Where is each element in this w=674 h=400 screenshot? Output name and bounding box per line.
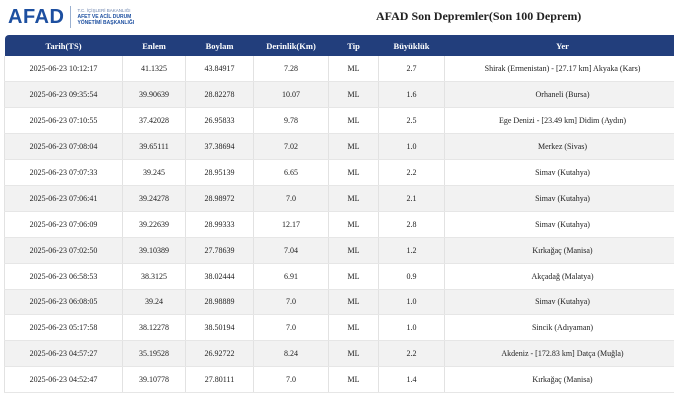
column-header-location[interactable]: Yer xyxy=(556,40,569,51)
logo-org-line3: YÖNETİMİ BAŞKANLIĞI xyxy=(77,20,135,26)
cell-type: ML xyxy=(329,108,379,134)
cell-magnitude: 1.4 xyxy=(379,367,445,393)
cell-latitude: 35.19528 xyxy=(123,341,186,367)
cell-date: 2025-06-23 06:08:05 xyxy=(5,289,123,315)
cell-latitude: 39.10778 xyxy=(123,367,186,393)
logo-wordmark: AFAD xyxy=(8,6,65,28)
cell-type: ML xyxy=(329,315,379,341)
cell-latitude: 39.10389 xyxy=(123,237,186,263)
cell-type: ML xyxy=(329,263,379,289)
cell-date: 2025-06-23 07:02:50 xyxy=(5,237,123,263)
cell-depth: 7.0 xyxy=(254,315,329,341)
cell-latitude: 39.24278 xyxy=(123,185,186,211)
cell-depth: 9.78 xyxy=(254,108,329,134)
cell-depth: 12.17 xyxy=(254,211,329,237)
cell-location: Shirak (Ermenistan) - [27.17 km] Akyaka (Kars) xyxy=(445,56,674,82)
afad-logo[interactable] xyxy=(8,5,134,29)
column-header-type[interactable]: Tip xyxy=(347,40,360,51)
cell-latitude: 39.90639 xyxy=(123,82,186,108)
cell-magnitude: 2.8 xyxy=(379,211,445,237)
cell-magnitude: 1.2 xyxy=(379,237,445,263)
cell-date: 2025-06-23 04:57:27 xyxy=(5,341,123,367)
cell-location: Akdeniz - [172.83 km] Datça (Muğla) xyxy=(445,341,674,367)
cell-date: 2025-06-23 07:10:55 xyxy=(5,108,123,134)
table-row[interactable] xyxy=(5,341,674,367)
cell-type: ML xyxy=(329,289,379,315)
cell-magnitude: 1.6 xyxy=(379,82,445,108)
cell-type: ML xyxy=(329,185,379,211)
cell-type: ML xyxy=(329,367,379,393)
earthquake-table-container xyxy=(4,35,674,393)
cell-location: Sincik (Adıyaman) xyxy=(445,315,674,341)
cell-location: Simav (Kutahya) xyxy=(445,185,674,211)
cell-date: 2025-06-23 09:35:54 xyxy=(5,82,123,108)
table-row[interactable] xyxy=(5,315,674,341)
cell-date: 2025-06-23 07:06:41 xyxy=(5,185,123,211)
cell-type: ML xyxy=(329,160,379,186)
cell-type: ML xyxy=(329,211,379,237)
cell-latitude: 39.22639 xyxy=(123,211,186,237)
cell-longitude: 28.98972 xyxy=(186,185,254,211)
cell-location: Akçadağ (Malatya) xyxy=(445,263,674,289)
cell-magnitude: 1.0 xyxy=(379,289,445,315)
page-title: AFAD Son Depremler(Son 100 Deprem) xyxy=(376,9,582,23)
cell-depth: 7.0 xyxy=(254,289,329,315)
cell-location: Kırkağaç (Manisa) xyxy=(445,367,674,393)
table-row[interactable] xyxy=(5,134,674,160)
cell-date: 2025-06-23 04:52:47 xyxy=(5,367,123,393)
logo-org-line2: AFET VE ACİL DURUM xyxy=(77,14,132,20)
cell-latitude: 38.12278 xyxy=(123,315,186,341)
page-header xyxy=(0,0,674,36)
cell-longitude: 28.95139 xyxy=(186,160,254,186)
column-header-depth[interactable]: Derinlik(Km) xyxy=(266,40,316,51)
cell-date: 2025-06-23 10:12:17 xyxy=(5,56,123,82)
cell-location: Orhaneli (Bursa) xyxy=(445,82,674,108)
table-row[interactable] xyxy=(5,185,674,211)
cell-date: 2025-06-23 07:08:04 xyxy=(5,134,123,160)
table-row[interactable] xyxy=(5,160,674,186)
cell-latitude: 39.65111 xyxy=(123,134,186,160)
cell-depth: 7.28 xyxy=(254,56,329,82)
cell-magnitude: 2.2 xyxy=(379,160,445,186)
cell-type: ML xyxy=(329,134,379,160)
cell-depth: 6.65 xyxy=(254,160,329,186)
cell-longitude: 28.98889 xyxy=(186,289,254,315)
cell-location: Simav (Kutahya) xyxy=(445,289,674,315)
cell-magnitude: 0.9 xyxy=(379,263,445,289)
cell-longitude: 38.02444 xyxy=(186,263,254,289)
cell-magnitude: 1.0 xyxy=(379,134,445,160)
cell-depth: 8.24 xyxy=(254,341,329,367)
cell-type: ML xyxy=(329,341,379,367)
cell-longitude: 27.80111 xyxy=(186,367,254,393)
cell-depth: 7.0 xyxy=(254,185,329,211)
cell-longitude: 26.95833 xyxy=(186,108,254,134)
table-row[interactable] xyxy=(5,82,674,108)
cell-longitude: 43.84917 xyxy=(186,56,254,82)
cell-longitude: 27.78639 xyxy=(186,237,254,263)
cell-depth: 6.91 xyxy=(254,263,329,289)
cell-latitude: 38.3125 xyxy=(123,263,186,289)
logo-divider xyxy=(70,6,71,28)
table-header-row xyxy=(5,35,674,56)
column-header-longitude[interactable]: Boylam xyxy=(205,40,234,51)
cell-type: ML xyxy=(329,82,379,108)
cell-magnitude: 2.5 xyxy=(379,108,445,134)
table-row[interactable] xyxy=(5,56,674,82)
column-header-magnitude[interactable]: Büyüklük xyxy=(393,40,430,51)
cell-type: ML xyxy=(329,56,379,82)
cell-depth: 7.0 xyxy=(254,367,329,393)
logo-org-line1: T.C. İÇİŞLERİ BAKANLIĞI xyxy=(77,8,131,13)
cell-longitude: 38.50194 xyxy=(186,315,254,341)
cell-location: Merkez (Sivas) xyxy=(445,134,674,160)
cell-magnitude: 2.1 xyxy=(379,185,445,211)
column-header-date[interactable]: Tarih(TS) xyxy=(45,40,82,51)
cell-location: Ege Denizi - [23.49 km] Didim (Aydın) xyxy=(445,108,674,134)
cell-magnitude: 2.7 xyxy=(379,56,445,82)
cell-longitude: 28.82278 xyxy=(186,82,254,108)
table-row[interactable] xyxy=(5,289,674,315)
cell-date: 2025-06-23 05:17:58 xyxy=(5,315,123,341)
cell-location: Simav (Kutahya) xyxy=(445,160,674,186)
cell-depth: 7.02 xyxy=(254,134,329,160)
cell-location: Kırkağaç (Manisa) xyxy=(445,237,674,263)
table-row[interactable] xyxy=(5,263,674,289)
cell-latitude: 39.24 xyxy=(123,289,186,315)
cell-depth: 7.04 xyxy=(254,237,329,263)
table-row[interactable] xyxy=(5,211,674,237)
cell-longitude: 28.99333 xyxy=(186,211,254,237)
cell-type: ML xyxy=(329,237,379,263)
cell-date: 2025-06-23 07:06:09 xyxy=(5,211,123,237)
table-row[interactable] xyxy=(5,108,674,134)
cell-date: 2025-06-23 07:07:33 xyxy=(5,160,123,186)
table-row[interactable] xyxy=(5,237,674,263)
earthquake-table xyxy=(4,35,674,393)
column-header-latitude[interactable]: Enlem xyxy=(142,40,166,51)
table-body xyxy=(5,56,674,393)
cell-latitude: 37.42028 xyxy=(123,108,186,134)
logo-org-text xyxy=(77,8,134,26)
cell-date: 2025-06-23 06:58:53 xyxy=(5,263,123,289)
cell-longitude: 37.38694 xyxy=(186,134,254,160)
cell-longitude: 26.92722 xyxy=(186,341,254,367)
cell-magnitude: 2.2 xyxy=(379,341,445,367)
cell-magnitude: 1.0 xyxy=(379,315,445,341)
cell-location: Simav (Kutahya) xyxy=(445,211,674,237)
cell-latitude: 39.245 xyxy=(123,160,186,186)
cell-depth: 10.07 xyxy=(254,82,329,108)
table-row[interactable] xyxy=(5,367,674,393)
cell-latitude: 41.1325 xyxy=(123,56,186,82)
